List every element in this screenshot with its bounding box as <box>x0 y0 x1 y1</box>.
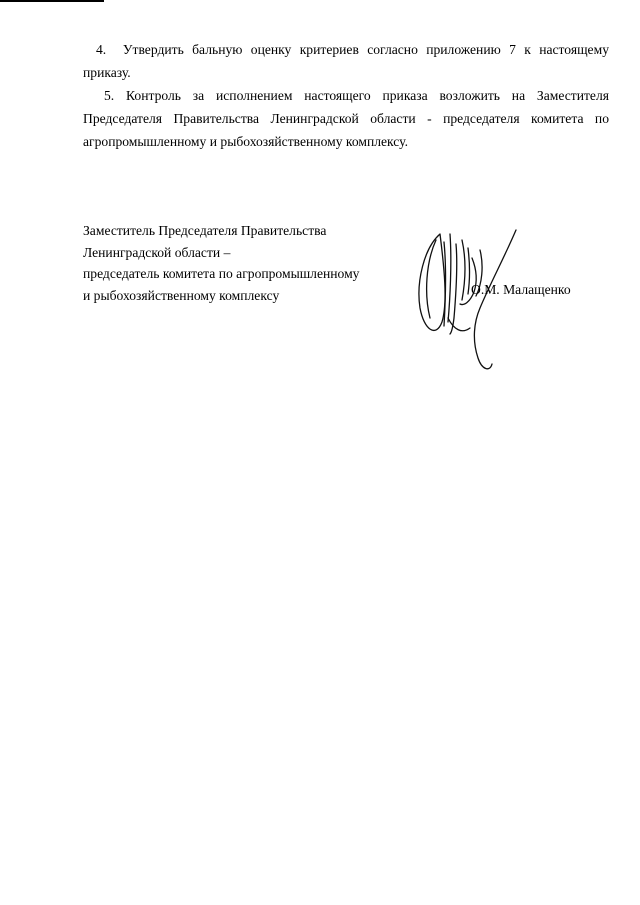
paragraph-text: Контроль за исполнением настоящего приказа возложить на Заместителя Председателя Правительства Ленинградской области - председателя комитета по агропромышленному и рыбохозяйственному комплексу. <box>83 88 609 149</box>
header-rule <box>0 0 104 2</box>
paragraph-number: 4. <box>96 42 107 57</box>
signer-name: О.М. Малащенко <box>471 282 571 297</box>
handwritten-signature-icon <box>410 222 525 382</box>
position-line: Ленинградской области – <box>83 244 231 260</box>
position-line: и рыбохозяйственному комплексу <box>83 287 280 303</box>
position-line: председатель комитета по агропромышленному <box>83 266 360 281</box>
paragraph-4 <box>83 38 609 84</box>
paragraph-5 <box>83 84 609 153</box>
paragraph-text: Утвердить бальную оценку критериев согласно приложению 7 к настоящему приказу. <box>83 42 609 80</box>
paragraph-number: 5. <box>104 88 115 103</box>
position-line: Заместитель Председателя Правительства <box>83 223 327 238</box>
signer-position <box>83 220 423 306</box>
